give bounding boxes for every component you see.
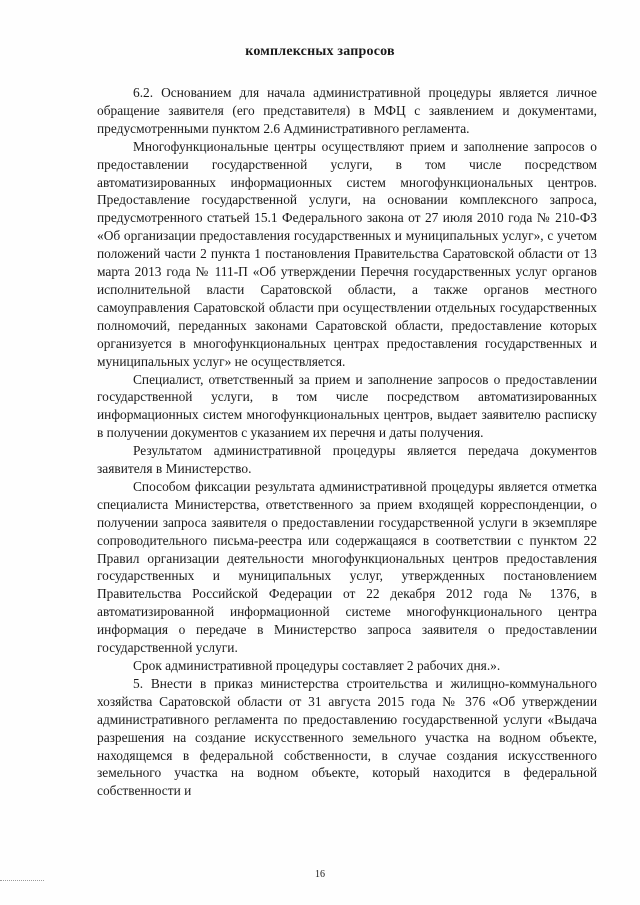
paragraph-item-5: 5. Внести в приказ министерства строительства и жилищно-коммунального хозяйства Саратовской области от 31 августа 2015 года № 376 «Об утверждении административного регламента по предоставлению государственной услуги «Выдача разрешения на создание искусственного земельного участка на водном объекте, находящемся в федеральной собственности, в случае создания искусственного земельного участка на водном объекте, который находится в федеральной собственности и xyxy=(97,675,597,799)
paragraph-fixation-method: Способом фиксации результата административной процедуры является отметка специалиста Министерства, ответственного за прием входящей корреспонденции, о получении запроса заявителя о предоставлении государственной услуги в экземпляре сопроводительного письма-реестра или содержащаяся в соответствии с пунктом 22 Правил организации деятельности многофункциональных центров предоставления государственных и муниципальных услуг, утвержденных постановлением Правительства Российской Федерации от 22 декабря 2012 года № 1376, в автоматизированной информационной системе многофункционального центра информация о передаче в Министерство запроса заявителя о предоставлении государственной услуги. xyxy=(97,478,597,656)
paragraph-procedure-term: Срок административной процедуры составляет 2 рабочих дня.». xyxy=(133,658,501,673)
paragraph-specialist: Специалист, ответственный за прием и заполнение запросов о предоставлении государственной услуги, в том числе посредством автоматизированных информационных систем многофункциональных центров, выдает заявителю расписку в получении документов с указанием их перечня и даты получения. xyxy=(97,371,597,441)
body-text xyxy=(97,84,597,800)
paragraph-6-2: 6.2. Основанием для начала административной процедуры является личное обращение заявителя (его представителя) в МФЦ с заявлением и документами, предусмотренными пунктом 2.6 Административного регламента. xyxy=(97,85,597,136)
scan-edge-mark xyxy=(0,880,44,881)
paragraph-result: Результатом административной процедуры является передача документов заявителя в Министерство. xyxy=(97,443,597,477)
paragraph-mfc-centers: Многофункциональные центры осуществляют прием и заполнение запросов о предоставлении государственной услуги, в том числе посредством автоматизированных информационных систем многофункциональных центров. Предоставление государственной услуги, на основании комплексного запроса, предусмотренного статьей 15.1 Федерального закона от 27 июля 2010 года № 210-ФЗ «Об организации предоставления государственных и муниципальных услуг», с учетом положений части 2 пункта 1 постановления Правительства Саратовской области от 13 марта 2013 года № 111-П «Об утверждении Перечня государственных услуг органов исполнительной власти Саратовской области, а также органов местного самоуправления Саратовской области при осуществлении отдельных государственных полномочий, переданных законами Саратовской области, предоставление которых организуется в многофункциональных центрах предоставления государственных и муниципальных услуг» не осуществляется. xyxy=(97,138,597,369)
section-heading: комплексных запросов xyxy=(245,44,395,59)
page-number: 16 xyxy=(315,869,325,880)
